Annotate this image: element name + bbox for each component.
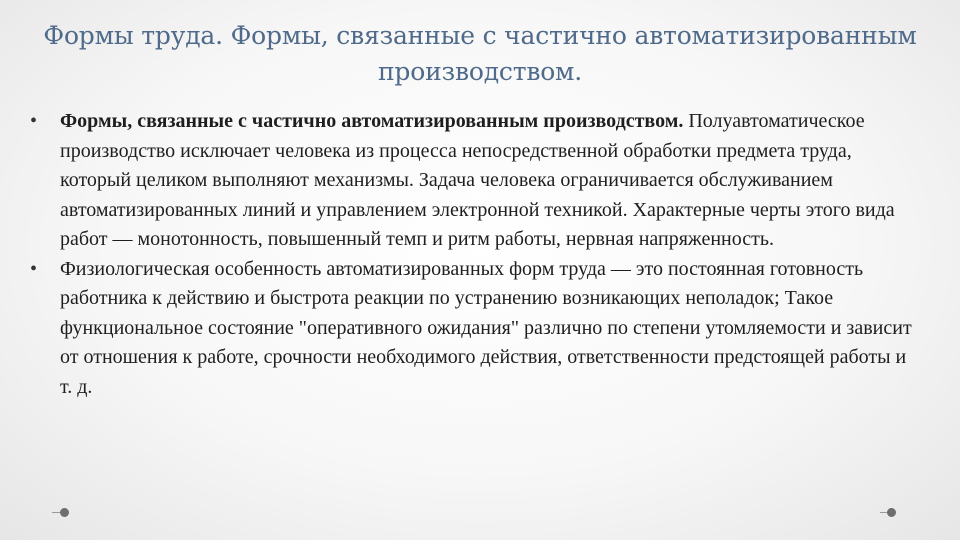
bullet-marker: • bbox=[30, 110, 38, 132]
bullet-item-2 bbox=[30, 255, 915, 403]
bullet-item-1 bbox=[30, 107, 915, 255]
decor-dot-left bbox=[60, 508, 69, 517]
bullet-text: Полуавтоматическое производство исключает человека из процесса непосредственной обработки предмета труда, который целиком выполняют механизмы. Задача человека ограничивается обслуживанием автоматизированных линий и управлением электронной техникой. Характерные черты этого вида работ — монотонность, повышенный темп и ритм работы, нервная напряженность. bbox=[60, 110, 895, 250]
bullet-marker: • bbox=[30, 257, 38, 280]
slide-title: Формы труда. Формы, связанные с частично автоматизированным производством. bbox=[43, 21, 917, 86]
content-body bbox=[30, 107, 915, 402]
decor-dot-right bbox=[887, 508, 896, 517]
bullet-heading: Формы, связанные с частично автоматизированным производством. bbox=[60, 110, 684, 132]
bullet-text: Физиологическая особенность автоматизированных форм труда — это постоянная готовность работника к действию и быстрота реакции по устранению возникающих неполадок; Такое функциональное состояние "оперативного ожидания" различно по степени утомляемости и зависит от отношения к работе, срочности необходимого действия, ответственности предстоящей работы и т. д. bbox=[60, 257, 912, 398]
